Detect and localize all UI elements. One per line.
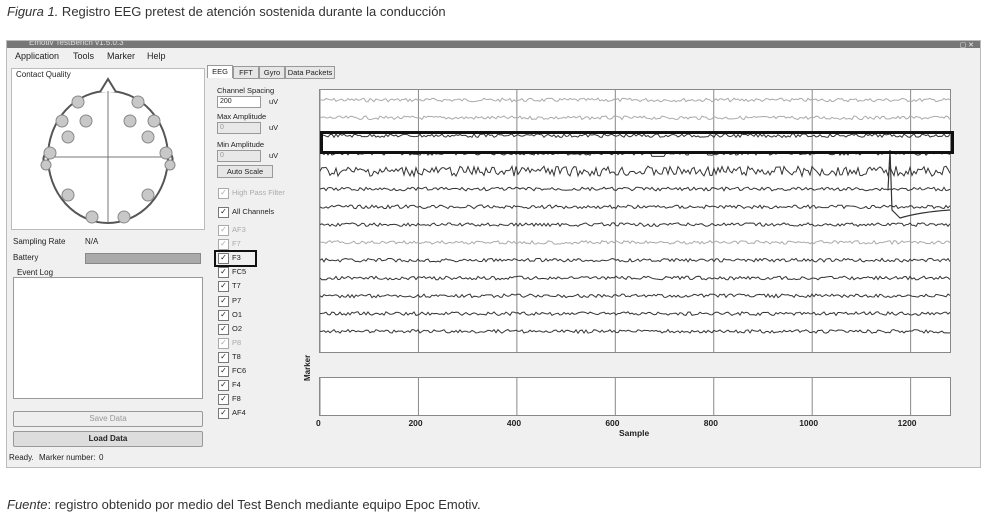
testbench-window <box>6 40 981 468</box>
eeg-traces <box>320 90 950 352</box>
channel-checkbox-f7[interactable]: ✓ <box>218 239 229 250</box>
eeg-trace-p7 <box>320 187 950 191</box>
marker-axis-label: Marker <box>303 354 312 381</box>
eeg-trace-fc6 <box>320 276 950 280</box>
window-title: Emotiv TestBench v1.5.0.3 <box>29 40 124 47</box>
eeg-trace-o1 <box>320 205 950 209</box>
max-amplitude-label: Max Amplitude <box>217 112 267 121</box>
eeg-trace-t8 <box>320 258 950 262</box>
channel-checkbox-af4[interactable]: ✓ <box>218 408 229 419</box>
x-tick-1000: 1000 <box>799 418 819 428</box>
all-channels-label: All Channels <box>232 207 275 216</box>
caption-prefix: Figura 1. <box>7 4 59 19</box>
contact-quality-label: Contact Quality <box>16 70 71 79</box>
x-tick-400: 400 <box>506 418 522 428</box>
left-panel <box>9 65 205 465</box>
tab-eeg[interactable]: EEG <box>207 65 233 78</box>
menu-help[interactable]: Help <box>147 51 166 61</box>
battery-label: Battery <box>13 253 39 262</box>
channel-checkbox-af3[interactable]: ✓ <box>218 225 229 236</box>
channel-checkbox-o2[interactable]: ✓ <box>218 324 229 335</box>
window-controls[interactable]: _ ▢ ✕ <box>953 42 974 49</box>
title-bar <box>7 41 980 48</box>
tab-gyro[interactable]: Gyro <box>259 66 285 79</box>
event-log-label: Event Log <box>17 268 54 277</box>
event-log[interactable] <box>13 277 203 399</box>
channel-label-f7: F7 <box>232 239 241 249</box>
eeg-plot <box>319 89 951 353</box>
channel-checkbox-fc6[interactable]: ✓ <box>218 366 229 377</box>
channel-checkbox-p7[interactable]: ✓ <box>218 296 229 307</box>
marker-number-label: Marker number: <box>39 453 96 462</box>
tab-data-packets[interactable]: Data Packets <box>285 66 335 79</box>
eeg-trace-f8 <box>320 312 950 316</box>
x-tick-800: 800 <box>703 418 718 428</box>
eeg-trace-p8 <box>320 241 950 245</box>
channel-spacing-unit: uV <box>269 97 279 106</box>
head-map-icon <box>12 69 204 227</box>
high-pass-filter-label: High Pass Filter <box>232 188 285 197</box>
x-tick-1200: 1200 <box>897 418 917 428</box>
auto-scale-button[interactable]: Auto Scale <box>217 165 273 178</box>
channel-label-o1: O1 <box>232 309 243 319</box>
eeg-trace-o2 <box>320 223 950 227</box>
status-bar <box>7 451 980 465</box>
source-text: : registro obtenido por medio del Test Bench mediante equipo Epoc Emotiv. <box>47 497 481 512</box>
channel-checkbox-t8[interactable]: ✓ <box>218 352 229 363</box>
x-tick-0: 0 <box>316 418 321 428</box>
menu-application[interactable]: Application <box>15 51 60 61</box>
contact-quality-panel <box>11 68 205 230</box>
channel-label-f8: F8 <box>232 394 241 404</box>
battery-indicator <box>85 253 201 264</box>
channel-label-fc5: FC5 <box>232 267 247 277</box>
min-amplitude-label: Min Amplitude <box>217 140 265 149</box>
channel-label-t8: T8 <box>232 351 241 361</box>
channel-label-af4: AF4 <box>232 408 246 418</box>
menu-bar <box>7 49 980 63</box>
marker-number-value: 0 <box>99 453 104 462</box>
channel-checkbox-f3[interactable]: ✓ <box>218 253 229 264</box>
source-prefix: Fuente <box>7 497 48 512</box>
max-amplitude-unit: uV <box>269 123 279 132</box>
eeg-trace-f4 <box>320 294 950 298</box>
channel-checkbox-t7[interactable]: ✓ <box>218 281 229 292</box>
menu-marker[interactable]: Marker <box>107 51 136 61</box>
channel-label-fc6: FC6 <box>232 366 247 375</box>
eeg-trace-af3 <box>320 98 950 102</box>
channel-label-f3: F3 <box>232 253 241 263</box>
channel-label-p7: P7 <box>232 295 242 305</box>
channel-label-p8: P8 <box>232 337 242 347</box>
eeg-trace-f7 <box>320 116 950 120</box>
channel-checkbox-p8[interactable]: ✓ <box>218 338 229 349</box>
x-tick-600: 600 <box>605 418 620 428</box>
channel-label-o2: O2 <box>232 323 243 333</box>
channel-label-af3: AF3 <box>232 225 246 234</box>
sampling-rate-value: N/A <box>85 237 99 246</box>
marker-grid <box>320 378 950 415</box>
channel-checkbox-o1[interactable]: ✓ <box>218 310 229 321</box>
tab-fft[interactable]: FFT <box>233 66 259 79</box>
channel-label-t7: T7 <box>232 281 241 291</box>
caption-text: Registro EEG pretest de atención sostenida durante la conducción <box>58 4 446 19</box>
channel-checkbox-fc5[interactable]: ✓ <box>218 267 229 278</box>
high-pass-filter-checkbox[interactable]: ✓ <box>218 188 229 199</box>
min-amplitude-unit: uV <box>269 151 279 160</box>
f3-trace-highlight <box>320 131 954 154</box>
channel-checkbox-f4[interactable]: ✓ <box>218 380 229 391</box>
load-data-button[interactable]: Load Data <box>13 431 203 447</box>
channel-checkbox-f8[interactable]: ✓ <box>218 394 229 405</box>
channel-label-f4: F4 <box>232 380 241 390</box>
x-tick-200: 200 <box>408 418 423 428</box>
figure-caption <box>7 4 446 19</box>
marker-plot <box>319 377 951 416</box>
eeg-trace-t7 <box>320 166 950 176</box>
all-channels-checkbox[interactable]: ✓ <box>218 207 229 218</box>
figure-source <box>7 497 481 512</box>
x-axis-label: Sample <box>619 428 650 438</box>
channel-spacing-input[interactable]: 200 <box>217 96 261 108</box>
max-amplitude-input[interactable]: 0 <box>217 122 261 134</box>
menu-tools[interactable]: Tools <box>73 51 95 61</box>
eeg-trace-af4 <box>320 330 950 334</box>
status-text: Ready. <box>9 453 34 462</box>
sampling-rate-label: Sampling Rate <box>13 237 66 246</box>
channel-spacing-label: Channel Spacing <box>217 86 275 95</box>
save-data-button[interactable]: Save Data <box>13 411 203 427</box>
min-amplitude-input[interactable]: 0 <box>217 150 261 162</box>
